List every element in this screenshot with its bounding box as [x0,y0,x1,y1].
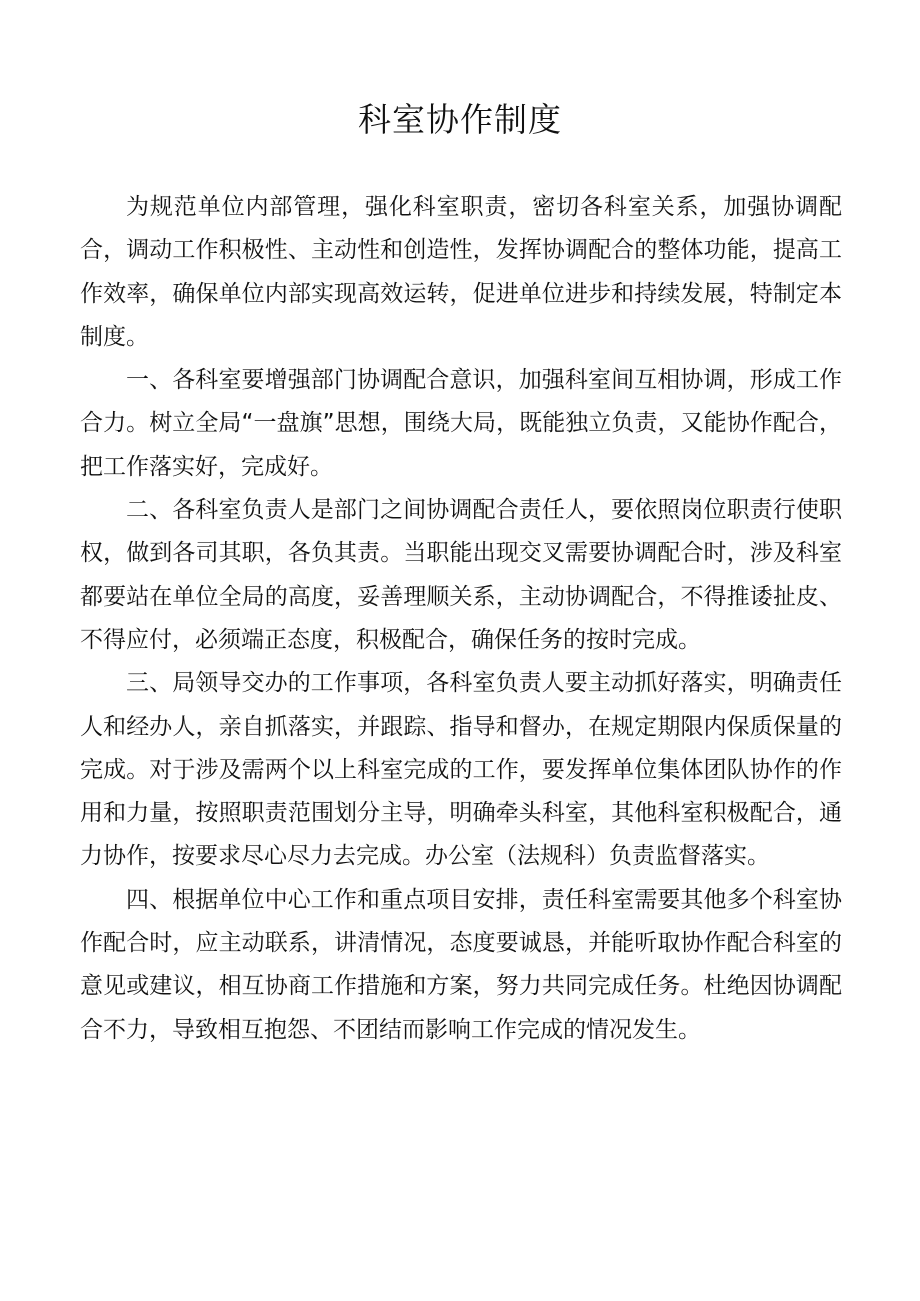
document-body [80,186,842,1052]
paragraph-clause-1: 一、各科室要增强部门协调配合意识，加强科室间互相协调，形成工作合力。树立全局“一盘旗”思想，围绕大局，既能独立负责，又能协作配合，把工作落实好，完成好。 [80,367,842,480]
document-title: 科室协作制度 [358,100,562,139]
paragraph-clause-3: 三、局领导交办的工作事项，各科室负责人要主动抓好落实，明确责任人和经办人，亲自抓落实，并跟踪、指导和督办，在规定期限内保质保量的完成。对于涉及需两个以上科室完成的工作，要发挥单位集体团队协作的作用和力量，按照职责范围划分主导，明确牵头科室，其他科室积极配合，通力协作，按要求尽心尽力去完成。办公室（法规科）负责监督落实。 [80,670,842,870]
paragraph-clause-2: 二、各科室负责人是部门之间协调配合责任人，要依照岗位职责行使职权，做到各司其职，各负其责。当职能出现交叉需要协调配合时，涉及科室都要站在单位全局的高度，妥善理顺关系，主动协调配合，不得推诿扯皮、不得应付，必须端正态度，积极配合，确保任务的按时完成。 [80,497,842,653]
paragraph-clause-4: 四、根据单位中心工作和重点项目安排，责任科室需要其他多个科室协作配合时，应主动联系，讲清情况，态度要诚恳，并能听取协作配合科室的意见或建议，相互协商工作措施和方案，努力共同完成任务。杜绝因协调配合不力，导致相互抱怨、不团结而影响工作完成的情况发生。 [80,886,842,1043]
paragraph-intro: 为规范单位内部管理，强化科室职责，密切各科室关系，加强协调配合，调动工作积极性、主动性和创造性，发挥协调配合的整体功能，提高工作效率，确保单位内部实现高效运转，促进单位进步和持续发展，特制定本制度。 [80,194,842,350]
